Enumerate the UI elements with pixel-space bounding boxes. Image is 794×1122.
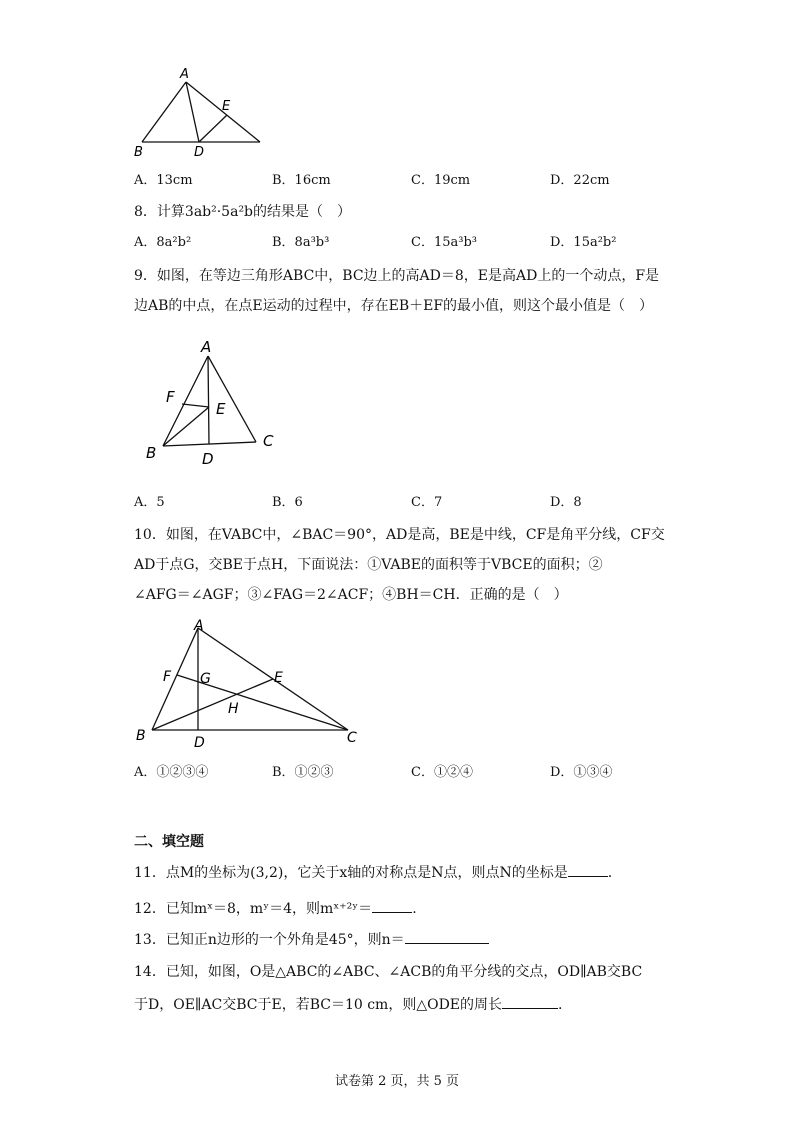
- q13-answer-blank[interactable]: [405, 929, 489, 944]
- q11-answer-blank[interactable]: [568, 862, 608, 877]
- q9-stem-line2: 边AB的中点，在点E运动的过程中，存在EB＋EF的最小值，则这个最小值是（ ）: [134, 298, 654, 314]
- q7-label-d: D: [194, 145, 205, 160]
- q10-triangle-figure: [132, 614, 372, 754]
- q9-label-c: C: [263, 432, 274, 450]
- q10-option-c: C．①②④: [411, 765, 473, 780]
- q10-stem-line3: ∠AFG＝∠AGF；③∠FAG＝2∠ACF；④BH＝CH．正确的是（ ）: [134, 587, 568, 603]
- q10-option-d: D．①③④: [550, 765, 613, 780]
- q10-label-b: B: [136, 728, 146, 744]
- q10-label-f: F: [163, 669, 172, 685]
- q12-end: .: [412, 901, 417, 917]
- q9-label-a: A: [201, 338, 212, 356]
- q11-end: .: [607, 865, 613, 881]
- q7-label-a: A: [180, 67, 189, 82]
- q13-row: [134, 929, 489, 950]
- q12-answer-blank[interactable]: [372, 898, 412, 913]
- q14-stem-line1: 14．已知，如图，O是△ABC的∠ABC、∠ACB的角平分线的交点，OD∥AB交BC: [134, 964, 643, 980]
- q9-option-d: D．8: [550, 495, 582, 510]
- q7-label-b: B: [134, 145, 143, 160]
- q10-label-e: E: [274, 670, 283, 686]
- q14-row2: [134, 994, 562, 1015]
- q8-option-c: C．15a³b³: [411, 235, 477, 250]
- q7-option-b: B．16cm: [272, 173, 331, 188]
- section-title-fill-in: 二、填空题: [134, 834, 204, 850]
- q10-option-b: B．①②③: [272, 765, 334, 780]
- q9-option-c: C．7: [411, 495, 443, 510]
- q10-label-a: A: [194, 618, 204, 634]
- page-footer: 试卷第 2 页，共 5 页: [334, 1074, 460, 1089]
- q8-option-b: B．8a³b³: [272, 235, 330, 250]
- q10-stem-line1: 10．如图，在VABC中，∠BAC＝90°，AD是高，BE是中线，CF是角平分线，CF交: [134, 527, 665, 543]
- q12-text: 12．已知mˣ＝8，mʸ＝4，则mˣ⁺²ʸ＝: [134, 901, 373, 917]
- q12-row: [134, 898, 417, 919]
- q7-triangle-figure: [128, 64, 273, 164]
- q9-label-e: E: [216, 400, 226, 418]
- q9-label-b: B: [146, 444, 157, 462]
- q7-option-d: D．22cm: [550, 173, 610, 188]
- q9-option-b: B．6: [272, 495, 303, 510]
- q9-label-d: D: [202, 450, 214, 468]
- q7-label-e: E: [222, 99, 231, 114]
- q10-label-c: C: [347, 730, 357, 746]
- q9-option-a: A．5: [134, 495, 165, 510]
- q7-option-a: A．13cm: [134, 173, 193, 188]
- q9-label-f: F: [166, 388, 175, 406]
- q14-end: .: [558, 997, 563, 1013]
- q8-option-a: A．8a²b²: [134, 235, 192, 250]
- q11-text: 11．点M的坐标为(3,2)，它关于x轴的对称点是N点，则点N的坐标是: [134, 865, 568, 881]
- q7-option-c: C．19cm: [411, 173, 471, 188]
- q14-stem-line2: 于D，OE∥AC交BC于E，若BC＝10 cm，则△ODE的周长: [134, 997, 503, 1013]
- q9-triangle-figure: [138, 336, 288, 471]
- q8-stem: 8．计算3ab²·5a²b的结果是（ ）: [134, 204, 352, 220]
- q10-label-h: H: [228, 701, 239, 717]
- q10-option-a: A．①②③④: [134, 765, 209, 780]
- q14-answer-blank[interactable]: [502, 994, 558, 1009]
- q9-stem-line1: 9．如图，在等边三角形ABC中，BC边上的高AD＝8，E是高AD上的一个动点，F是: [134, 268, 660, 284]
- q8-option-d: D．15a²b²: [550, 235, 617, 250]
- q10-stem-line2: AD于点G，交BE于点H，下面说法：①VABE的面积等于VBCE的面积；②: [134, 557, 603, 573]
- q11-row: [134, 862, 612, 883]
- q13-text: 13．已知正n边形的一个外角是45°，则n＝: [134, 932, 405, 948]
- q10-label-d: D: [194, 735, 205, 751]
- q10-label-g: G: [200, 671, 211, 687]
